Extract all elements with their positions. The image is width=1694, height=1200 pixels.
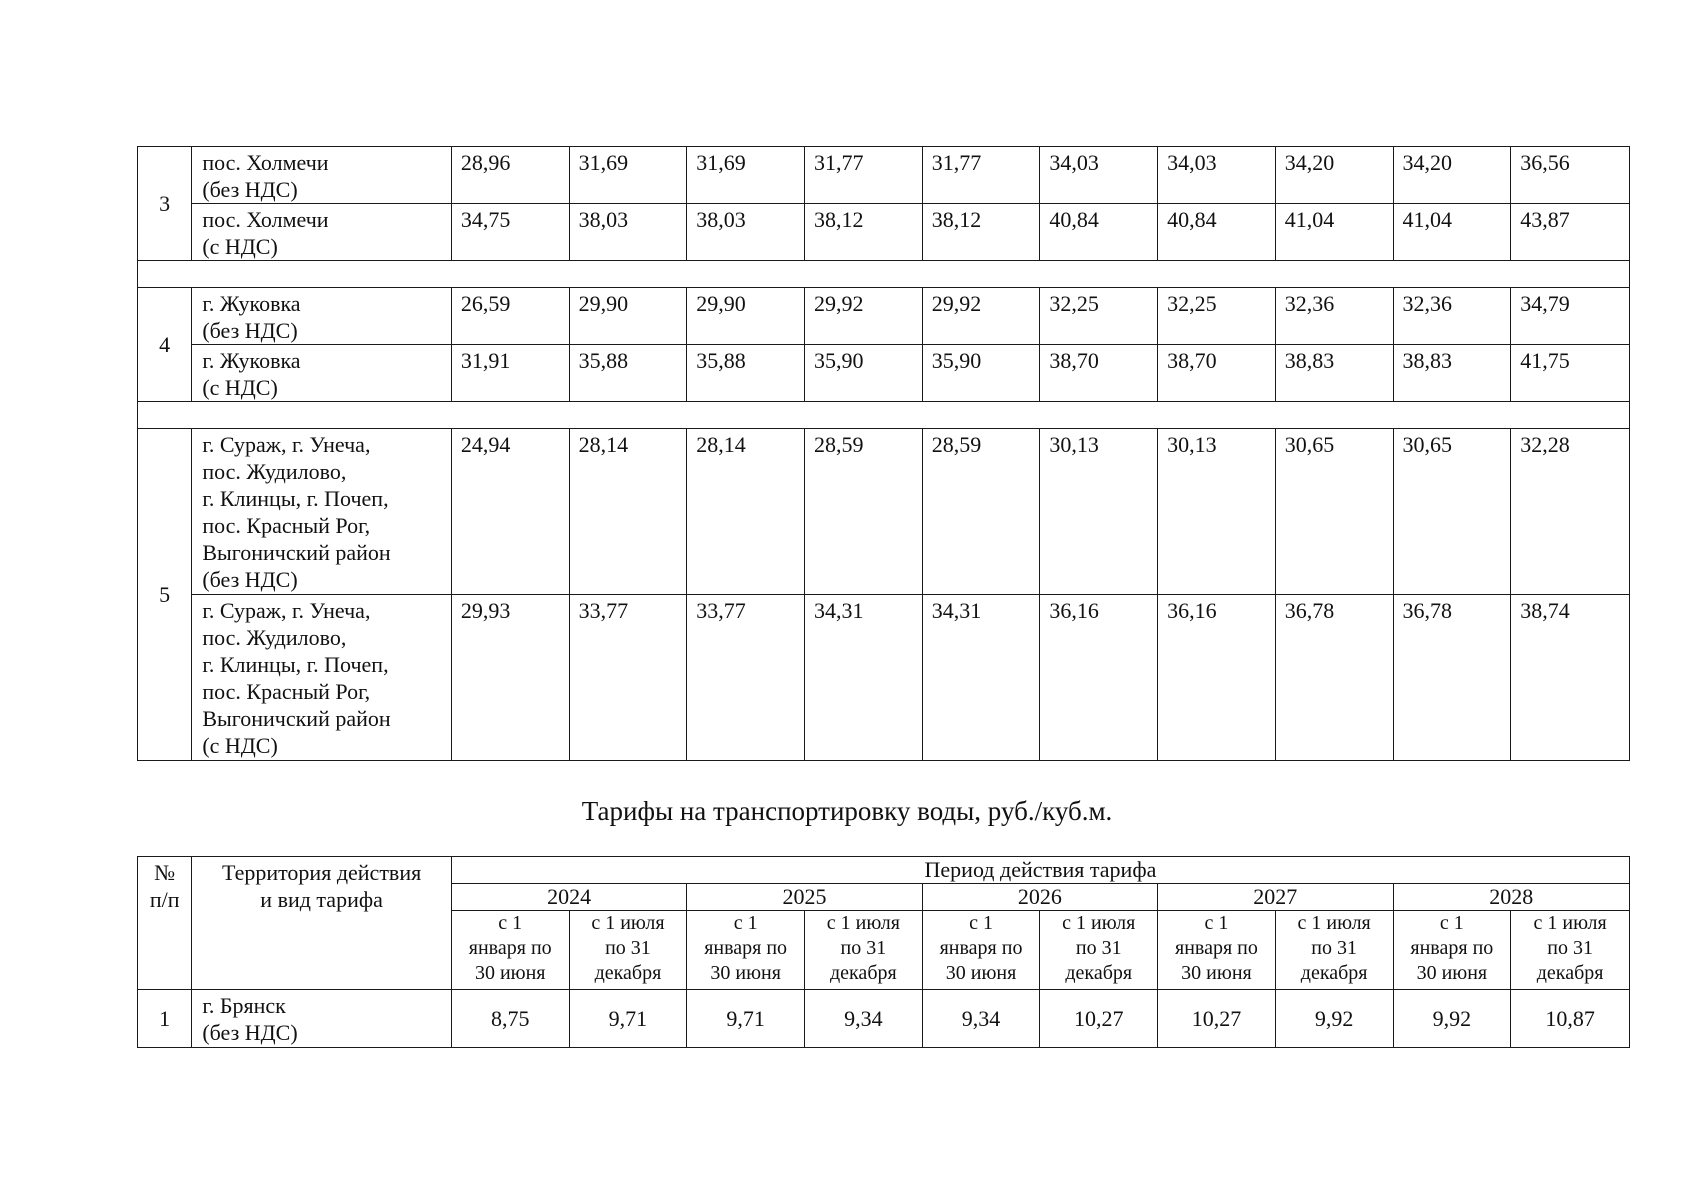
tariff-value: 29,92: [922, 288, 1040, 345]
tariff-value: 40,84: [1158, 204, 1276, 261]
territory-line: пос. Холмечи: [202, 207, 329, 232]
tariff-value: 35,88: [569, 345, 687, 402]
tariff-value: 32,25: [1040, 288, 1158, 345]
header-half-period: [922, 911, 1040, 990]
tariff-value: 33,77: [569, 595, 687, 761]
territory-line: пос. Красный Рог,: [202, 513, 371, 538]
tariff-value: 38,03: [687, 204, 805, 261]
tariff-value: 29,92: [804, 288, 922, 345]
header-half-text: с 1 января по 30 июня: [1410, 912, 1494, 984]
territory-cell: [192, 147, 452, 204]
tariff-value: 41,04: [1275, 204, 1393, 261]
header-half-text: с 1 июля по 31 декабря: [591, 912, 665, 984]
header-year: 2028: [1393, 884, 1630, 911]
territory-line: пос. Красный Рог,: [202, 679, 371, 704]
tariff-value: 32,36: [1275, 288, 1393, 345]
tariff-value: 10,87: [1511, 990, 1630, 1048]
tariff-value: 35,90: [804, 345, 922, 402]
header-territory: [192, 857, 452, 990]
header-half-period: [1275, 911, 1393, 990]
header-year: 2027: [1158, 884, 1393, 911]
tariff-value: 41,04: [1393, 204, 1511, 261]
header-half-period: [804, 911, 922, 990]
tariff-value: 38,12: [922, 204, 1040, 261]
tariff-value: 28,59: [922, 429, 1040, 595]
territory-line: пос. Жудилово,: [202, 459, 347, 484]
tariff-value: 30,65: [1393, 429, 1511, 595]
tariff-table-body: [138, 147, 1630, 761]
tariff-value: 34,20: [1275, 147, 1393, 204]
tariff-value: 36,16: [1158, 595, 1276, 761]
tariff-value: 10,27: [1040, 990, 1158, 1048]
separator-row: [138, 261, 1630, 288]
tariff-value: 32,25: [1158, 288, 1276, 345]
territory-line: г. Клинцы, г. Почеп,: [202, 652, 389, 677]
territory-cell: [192, 345, 452, 402]
tariff-value: 30,13: [1158, 429, 1276, 595]
header-year: 2024: [451, 884, 686, 911]
tariff-value: 40,84: [1040, 204, 1158, 261]
transport-tariff-body: [138, 990, 1630, 1048]
territory-cell: [192, 204, 452, 261]
territory-line: (без НДС): [202, 318, 298, 343]
table-row: [138, 595, 1630, 761]
separator-row: [138, 402, 1630, 429]
header-half-period: [569, 911, 687, 990]
tariff-value: 31,69: [569, 147, 687, 204]
header-half-period: [1040, 911, 1158, 990]
tariff-value: 29,90: [569, 288, 687, 345]
header-half-text: с 1 июля по 31 декабря: [1297, 912, 1371, 984]
tariff-value: 34,31: [922, 595, 1040, 761]
tariff-value: 31,91: [451, 345, 569, 402]
row-number: 4: [138, 288, 192, 402]
tariff-value: 34,03: [1040, 147, 1158, 204]
tariff-value: 38,74: [1511, 595, 1630, 761]
tariff-value: 8,75: [451, 990, 569, 1048]
tariff-value: 31,69: [687, 147, 805, 204]
tariff-value: 28,14: [569, 429, 687, 595]
tariff-value: 28,14: [687, 429, 805, 595]
tariff-value: 38,03: [569, 204, 687, 261]
header-half-text: с 1 января по 30 июня: [468, 912, 552, 984]
header-number: [138, 857, 192, 990]
tariff-value: 35,90: [922, 345, 1040, 402]
row-number: 1: [138, 990, 192, 1048]
territory-line: г. Сураж, г. Унеча,: [202, 598, 371, 623]
tariff-value: 34,75: [451, 204, 569, 261]
tariff-value: 32,36: [1393, 288, 1511, 345]
tariff-value: 9,34: [804, 990, 922, 1048]
territory-line: (без НДС): [202, 567, 298, 592]
header-half-period: [451, 911, 569, 990]
tariff-value: 38,70: [1040, 345, 1158, 402]
tariff-value: 28,96: [451, 147, 569, 204]
header-half-text: с 1 января по 30 июня: [1175, 912, 1258, 984]
tariff-value: 9,92: [1393, 990, 1511, 1048]
territory-cell: [192, 429, 452, 595]
tariff-value: 24,94: [451, 429, 569, 595]
row-number: 5: [138, 429, 192, 761]
table-row: [138, 990, 1630, 1048]
header-half-text: с 1 июля по 31 декабря: [1533, 912, 1607, 984]
tariff-value: 43,87: [1511, 204, 1630, 261]
separator-cell: [138, 402, 1630, 429]
territory-line: г. Клинцы, г. Почеп,: [202, 486, 389, 511]
tariff-value: 33,77: [687, 595, 805, 761]
tariff-value: 32,28: [1511, 429, 1630, 595]
header-half-text: с 1 января по 30 июня: [939, 912, 1023, 984]
transport-tariff-table: [137, 856, 1630, 1048]
territory-line: (с НДС): [202, 234, 278, 259]
header-half-text: с 1 января по 30 июня: [704, 912, 788, 984]
transport-tariffs-title: Тарифы на транспортировку воды, руб./куб.м.: [581, 796, 1113, 826]
header-half-period: [1393, 911, 1511, 990]
tariff-value: 10,27: [1158, 990, 1276, 1048]
header-half-period: [1158, 911, 1276, 990]
tariff-value: 26,59: [451, 288, 569, 345]
tariff-value: 38,12: [804, 204, 922, 261]
header-year: 2026: [922, 884, 1157, 911]
tariff-value: 30,13: [1040, 429, 1158, 595]
tariff-value: 9,71: [687, 990, 805, 1048]
separator-cell: [138, 261, 1630, 288]
territory-line: (без НДС): [202, 1020, 298, 1045]
tariff-value: 34,03: [1158, 147, 1276, 204]
header-period: Период действия тарифа: [451, 857, 1629, 884]
table-row: [138, 345, 1630, 402]
tariff-value: 38,83: [1275, 345, 1393, 402]
tariff-value: 28,59: [804, 429, 922, 595]
tariff-value: 9,71: [569, 990, 687, 1048]
tariff-value: 31,77: [804, 147, 922, 204]
territory-line: г. Сураж, г. Унеча,: [202, 432, 371, 457]
tariff-value: 29,90: [687, 288, 805, 345]
territory-cell: [192, 595, 452, 761]
territory-line: пос. Жудилово,: [202, 625, 347, 650]
tariff-value: 9,34: [922, 990, 1040, 1048]
header-number-text: № п/п: [149, 860, 180, 912]
territory-line: Выгоничский район: [202, 706, 391, 731]
tariff-value: 36,78: [1275, 595, 1393, 761]
territory-cell: [192, 288, 452, 345]
table-row: [138, 204, 1630, 261]
territory-line: г. Жуковка: [202, 291, 301, 316]
territory-line: (с НДС): [202, 375, 278, 400]
table-row: [138, 147, 1630, 204]
tariff-value: 30,65: [1275, 429, 1393, 595]
header-year: 2025: [687, 884, 922, 911]
header-half-period: [687, 911, 805, 990]
header-half-text: с 1 июля по 31 декабря: [826, 912, 900, 984]
tariff-value: 36,56: [1511, 147, 1630, 204]
tariff-value: 36,16: [1040, 595, 1158, 761]
tariff-value: 31,77: [922, 147, 1040, 204]
header-territory-text: Территория действия и вид тарифа: [221, 860, 422, 912]
territory-line: Выгоничский район: [202, 540, 391, 565]
tariff-table-continued: [137, 146, 1630, 761]
territory-line: пос. Холмечи: [202, 150, 329, 175]
tariff-value: 41,75: [1511, 345, 1630, 402]
tariff-value: 34,31: [804, 595, 922, 761]
tariff-value: 9,92: [1275, 990, 1393, 1048]
territory-line: г. Брянск: [202, 993, 286, 1018]
territory-cell: [192, 990, 452, 1048]
territory-line: (без НДС): [202, 177, 298, 202]
tariff-value: 38,70: [1158, 345, 1276, 402]
tariff-value: 38,83: [1393, 345, 1511, 402]
territory-line: г. Жуковка: [202, 348, 301, 373]
tariff-value: 36,78: [1393, 595, 1511, 761]
table-row: [138, 429, 1630, 595]
table-row: [138, 288, 1630, 345]
tariff-value: 34,20: [1393, 147, 1511, 204]
header-half-period: [1511, 911, 1630, 990]
row-number: 3: [138, 147, 192, 261]
header-half-text: с 1 июля по 31 декабря: [1062, 912, 1136, 984]
territory-line: (с НДС): [202, 733, 278, 758]
tariff-value: 29,93: [451, 595, 569, 761]
tariff-value: 34,79: [1511, 288, 1630, 345]
tariff-value: 35,88: [687, 345, 805, 402]
